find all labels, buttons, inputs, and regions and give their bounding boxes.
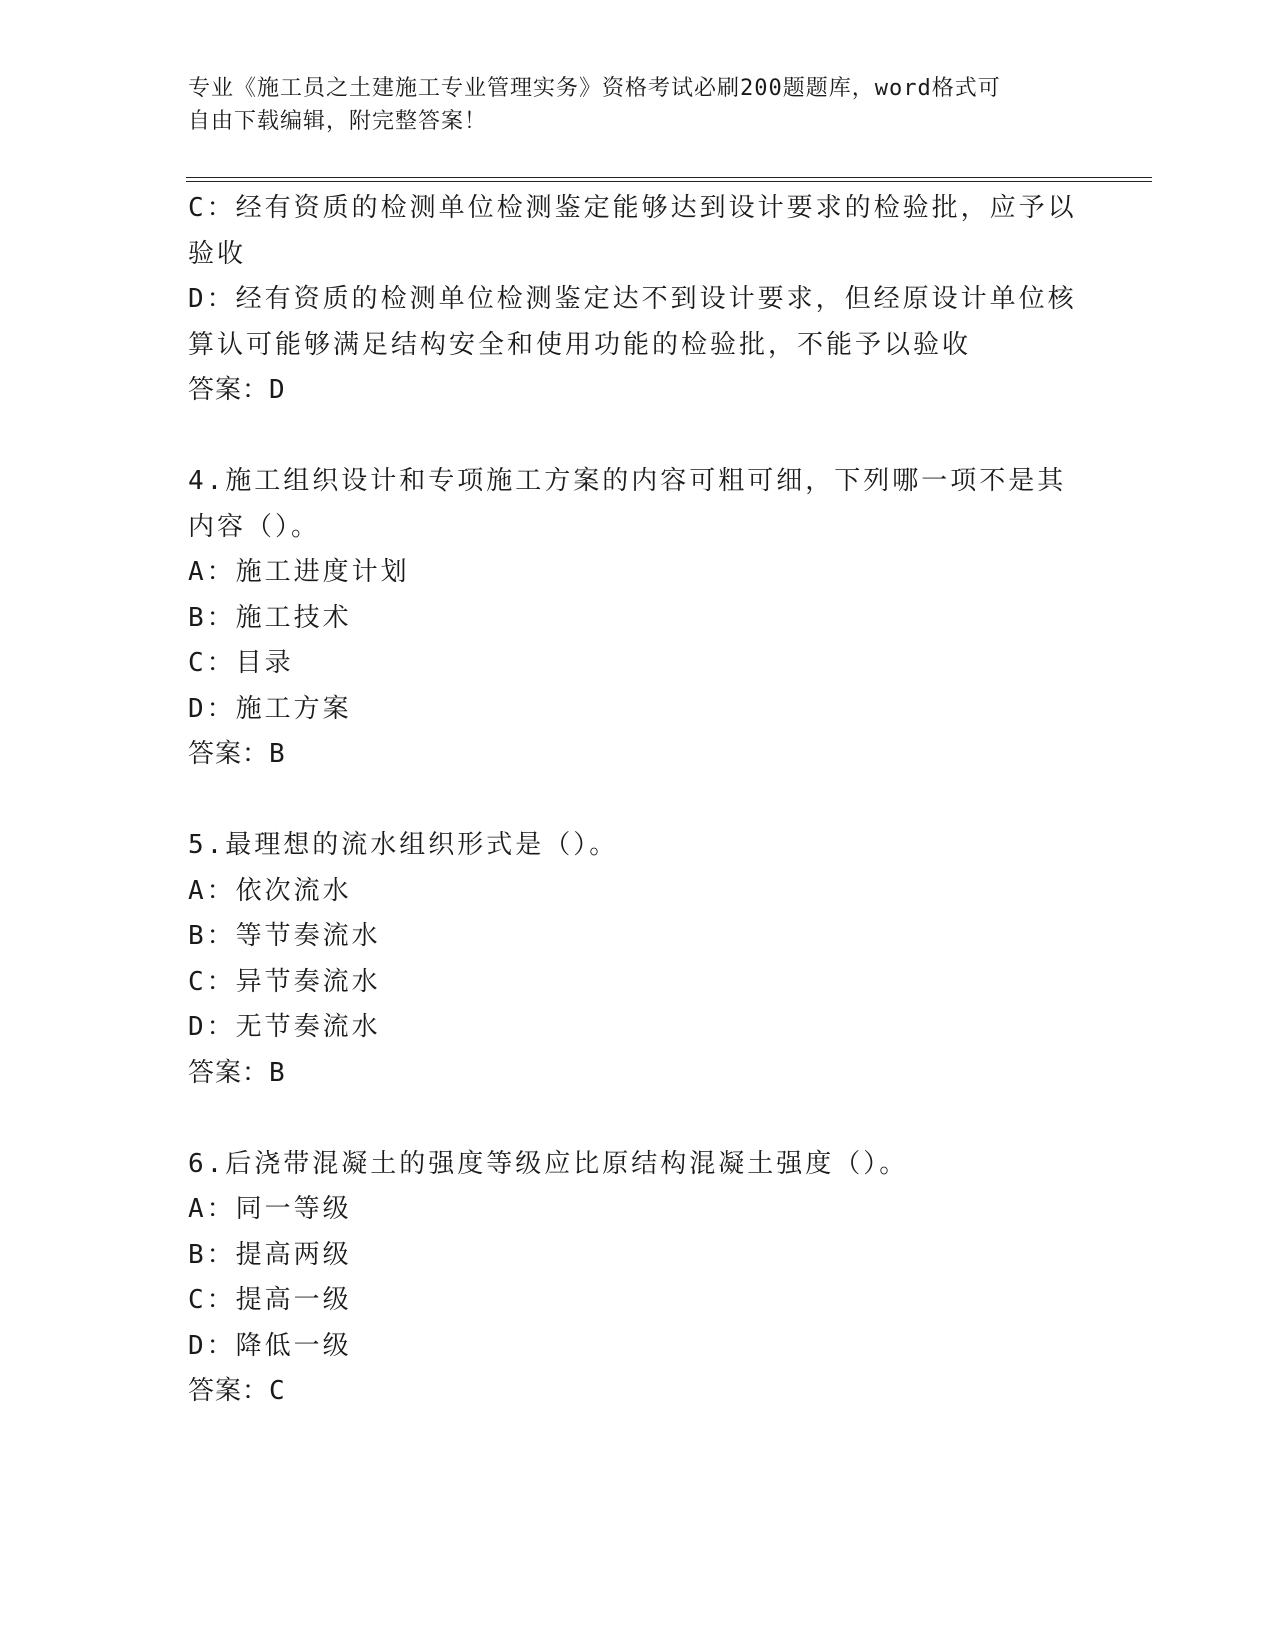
answer: 答案：B xyxy=(188,1057,286,1088)
answer: 答案：B xyxy=(188,739,286,769)
question-5 xyxy=(188,823,1088,1096)
question-text: 6.后浇带混凝土的强度等级应比原结构混凝土强度（）。 xyxy=(188,1148,909,1179)
option-d-line-1: D：经有资质的检测单位检测鉴定达不到设计要求，但经原设计单位核 xyxy=(188,284,1077,314)
answer: 答案：D xyxy=(188,375,286,405)
option-a: A：依次流水 xyxy=(188,875,352,906)
spacer xyxy=(188,1096,1088,1142)
question-text-line-1: 4.施工组织设计和专项施工方案的内容可粗可细，下列哪一项不是其 xyxy=(188,466,1067,496)
option-a: A：施工进度计划 xyxy=(188,557,410,587)
option-c-line-2: 验收 xyxy=(188,238,247,269)
option-b: B：提高两级 xyxy=(188,1239,352,1270)
option-d: D：施工方案 xyxy=(188,693,352,724)
option-c-line-1: C：经有资质的检测单位检测鉴定能够达到设计要求的检验批，应予以 xyxy=(188,193,1077,223)
question-4 xyxy=(188,459,1088,778)
spacer xyxy=(188,414,1088,460)
option-c: C：提高一级 xyxy=(188,1285,352,1315)
question-text-line-2: 内容（）。 xyxy=(188,511,321,542)
header-line-2: 自由下载编辑，附完整答案！ xyxy=(188,109,488,134)
header-line-1: 专业《施工员之土建施工专业管理实务》资格考试必刷200题题库，word格式可 xyxy=(188,76,1001,101)
spacer xyxy=(188,778,1088,824)
option-d: D：无节奏流水 xyxy=(188,1012,381,1042)
document-body xyxy=(188,186,1088,1415)
option-c: C：目录 xyxy=(188,648,294,678)
header-divider-bottom xyxy=(186,181,1152,182)
option-d: D：降低一级 xyxy=(188,1330,352,1361)
answer: 答案：C xyxy=(188,1376,286,1406)
option-d-line-2: 算认可能够满足结构安全和使用功能的检验批，不能予以验收 xyxy=(188,329,972,360)
question-text: 5.最理想的流水组织形式是（）。 xyxy=(188,830,619,860)
header-divider-top xyxy=(186,177,1152,178)
option-b: B：等节奏流水 xyxy=(188,921,381,951)
question-6 xyxy=(188,1142,1088,1415)
question-3-tail xyxy=(188,186,1088,414)
option-a: A：同一等级 xyxy=(188,1194,352,1224)
option-c: C：异节奏流水 xyxy=(188,966,381,997)
document-header xyxy=(188,72,1088,138)
option-b: B：施工技术 xyxy=(188,602,352,633)
